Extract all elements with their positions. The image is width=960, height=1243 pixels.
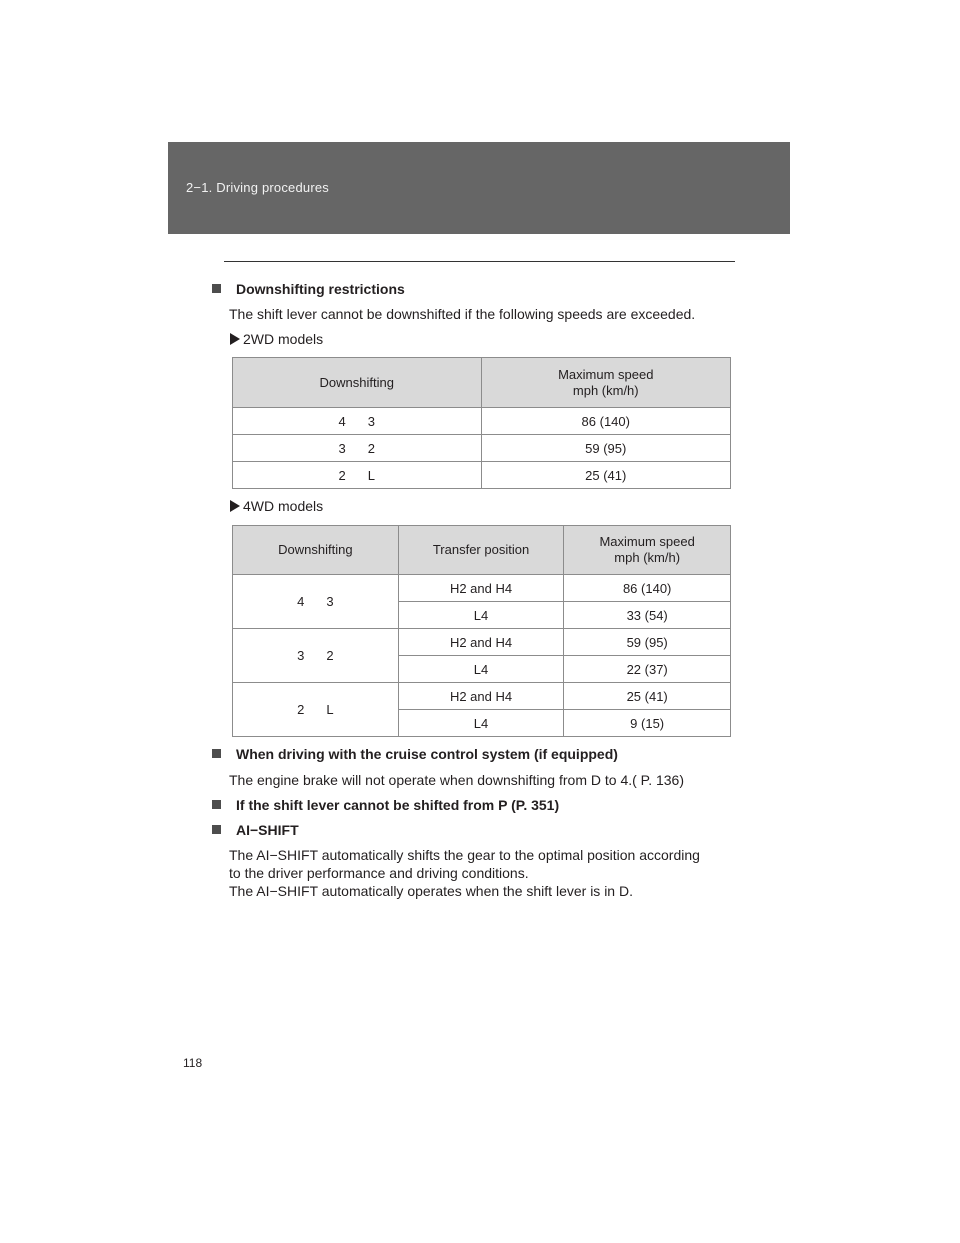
section-downshifting-text: The shift lever cannot be downshifted if the following speeds are exceeded. xyxy=(229,306,696,322)
downshift-cell: 3 2 xyxy=(233,435,482,462)
table-2wd xyxy=(232,357,731,489)
speed-cell: 33 (54) xyxy=(564,602,731,629)
transfer-cell: H2 and H4 xyxy=(398,629,564,656)
table-row xyxy=(233,575,731,602)
square-bullet-icon xyxy=(212,800,221,809)
table-row xyxy=(233,683,731,710)
transfer-cell: H2 and H4 xyxy=(398,575,564,602)
speed-cell: 25 (41) xyxy=(481,462,730,489)
speed-cell: 59 (95) xyxy=(481,435,730,462)
speed-cell: 59 (95) xyxy=(564,629,731,656)
section-cruise-text: The engine brake will not operate when downshifting from D to 4.( P. 136) xyxy=(229,772,684,788)
speed-cell: 86 (140) xyxy=(481,408,730,435)
table-header: Downshifting xyxy=(233,526,399,575)
divider xyxy=(224,261,735,262)
downshift-cell: 3 2 xyxy=(233,629,399,683)
table-header: Downshifting xyxy=(233,358,482,408)
downshift-cell: 2 L xyxy=(233,462,482,489)
table-header: Transfer position xyxy=(398,526,564,575)
downshift-cell: 4 3 xyxy=(233,408,482,435)
square-bullet-icon xyxy=(212,825,221,834)
transfer-cell: L4 xyxy=(398,602,564,629)
section-shift-p-title: If the shift lever cannot be shifted from P (P. 351) xyxy=(212,797,559,813)
triangle-bullet-icon xyxy=(230,500,240,512)
chapter-title: 2−1. Driving procedures xyxy=(186,180,329,195)
table-row xyxy=(233,435,731,462)
square-bullet-icon xyxy=(212,284,221,293)
speed-cell: 86 (140) xyxy=(564,575,731,602)
square-bullet-icon xyxy=(212,749,221,758)
section-downshifting-title: Downshifting restrictions xyxy=(212,281,405,297)
transfer-cell: L4 xyxy=(398,710,564,737)
speed-cell: 9 (15) xyxy=(564,710,731,737)
table-row xyxy=(233,408,731,435)
downshift-cell: 4 3 xyxy=(233,575,399,629)
section-ai-shift-title: AI−SHIFT xyxy=(212,822,299,838)
table-header: Maximum speed mph (km/h) xyxy=(564,526,731,575)
table-header: Maximum speed mph (km/h) xyxy=(481,358,730,408)
table-4wd xyxy=(232,525,731,737)
subhead-2wd: 2WD models xyxy=(230,331,323,347)
triangle-bullet-icon xyxy=(230,333,240,345)
subhead-4wd: 4WD models xyxy=(230,498,323,514)
section-ai-shift-text: The AI−SHIFT automatically shifts the gear to the optimal position according to the driver performance and driving conditions. The AI−SHIFT automatically operates when the shift lever is in D. xyxy=(229,847,700,899)
transfer-cell: L4 xyxy=(398,656,564,683)
downshift-cell: 2 L xyxy=(233,683,399,737)
transfer-cell: H2 and H4 xyxy=(398,683,564,710)
table-row xyxy=(233,629,731,656)
speed-cell: 22 (37) xyxy=(564,656,731,683)
chapter-header xyxy=(168,142,790,234)
page-number: 118 xyxy=(183,1056,203,1070)
speed-cell: 25 (41) xyxy=(564,683,731,710)
table-row xyxy=(233,462,731,489)
section-cruise-title: When driving with the cruise control system (if equipped) xyxy=(212,746,618,762)
